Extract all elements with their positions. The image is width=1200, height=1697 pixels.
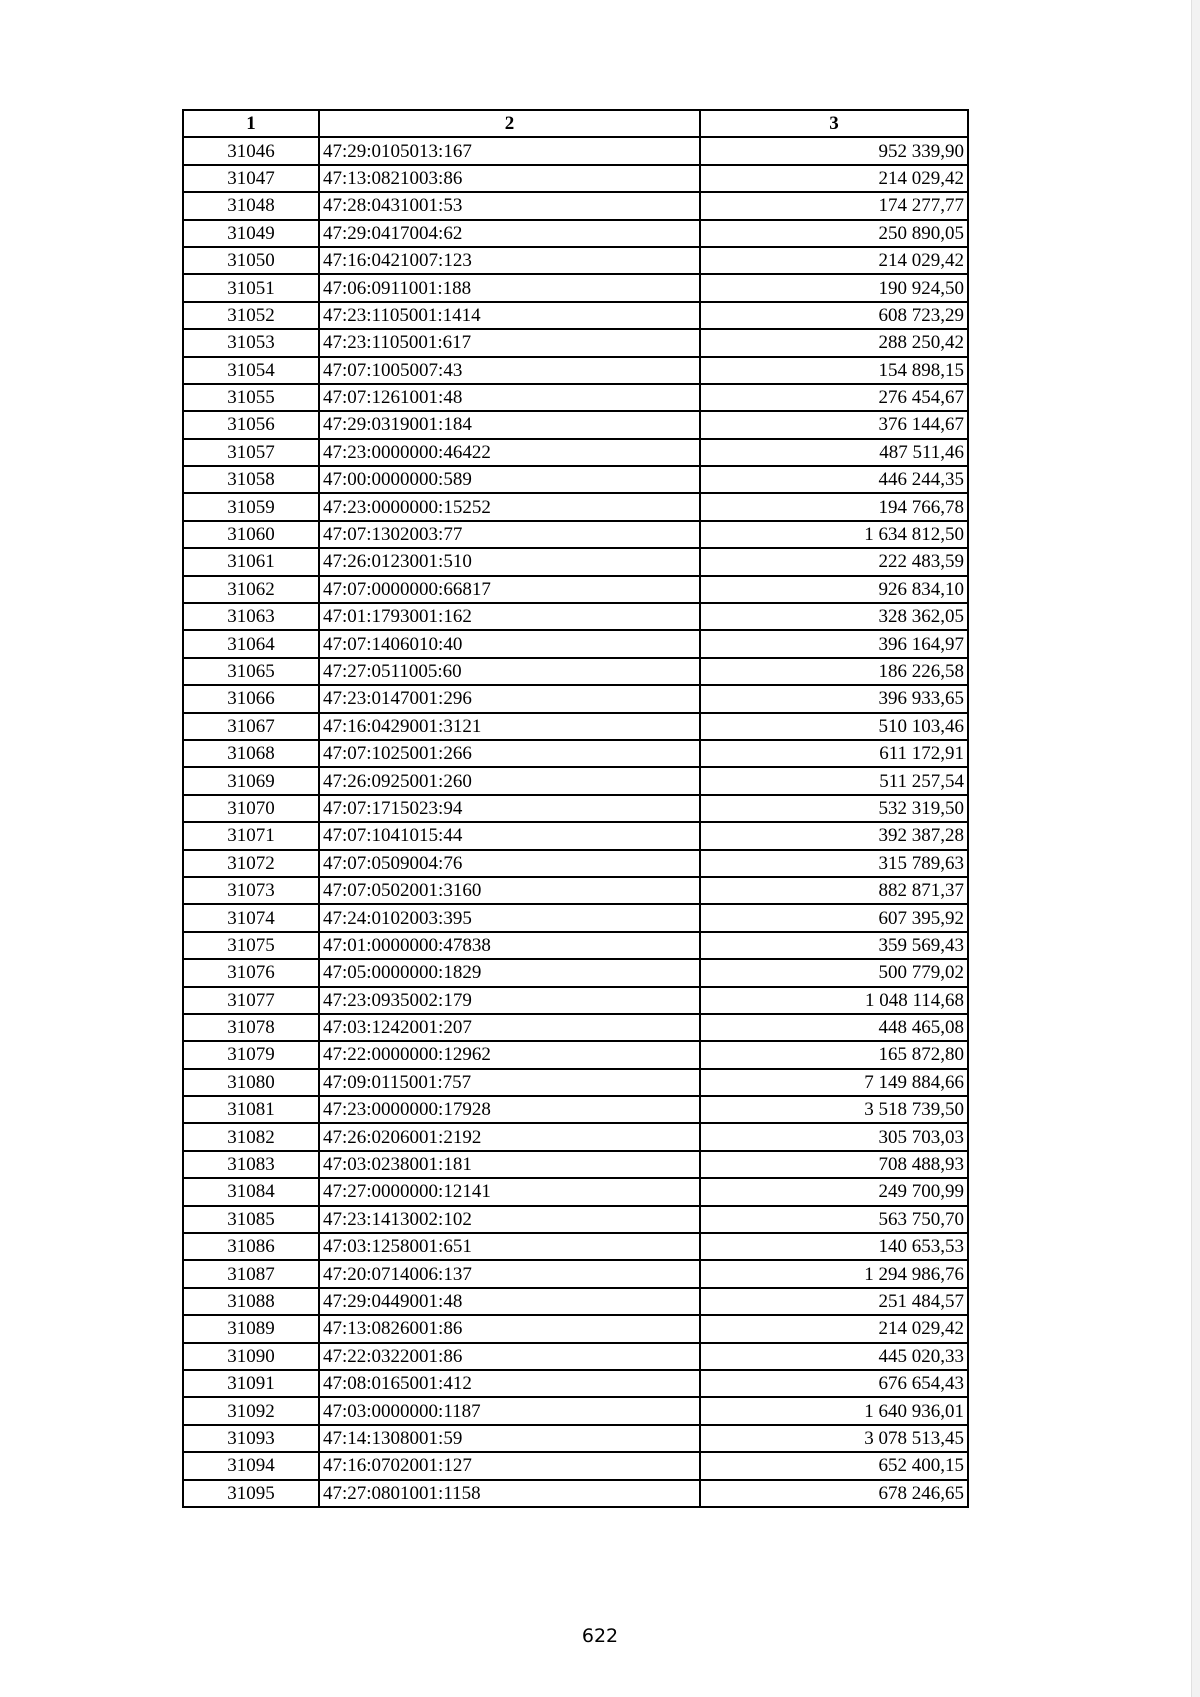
cadastral-number-cell: 47:16:0421007:123	[319, 247, 700, 274]
table-row	[183, 1206, 968, 1233]
cadastral-value-cell: 376 144,67	[700, 411, 968, 438]
cadastral-number-cell: 47:07:1005007:43	[319, 357, 700, 384]
row-number-cell: 31047	[183, 165, 319, 192]
table-row	[183, 959, 968, 986]
row-number-cell: 31081	[183, 1096, 319, 1123]
cadastral-number-cell: 47:29:0449001:48	[319, 1288, 700, 1315]
cadastral-value-cell: 3 078 513,45	[700, 1425, 968, 1452]
cadastral-value-cell: 154 898,15	[700, 357, 968, 384]
cadastral-value-cell: 396 933,65	[700, 685, 968, 712]
row-number-cell: 31075	[183, 932, 319, 959]
cadastral-number-cell: 47:29:0417004:62	[319, 220, 700, 247]
row-number-cell: 31068	[183, 740, 319, 767]
cadastral-value-cell: 315 789,63	[700, 850, 968, 877]
cadastral-number-cell: 47:13:0821003:86	[319, 165, 700, 192]
table-row	[183, 1425, 968, 1452]
cadastral-value-cell: 532 319,50	[700, 795, 968, 822]
table-row	[183, 740, 968, 767]
table-row	[183, 932, 968, 959]
row-number-cell: 31057	[183, 439, 319, 466]
cadastral-value-cell: 676 654,43	[700, 1370, 968, 1397]
cadastral-number-cell: 47:00:0000000:589	[319, 466, 700, 493]
row-number-cell: 31091	[183, 1370, 319, 1397]
cadastral-value-cell: 249 700,99	[700, 1178, 968, 1205]
cadastral-value-cell: 563 750,70	[700, 1206, 968, 1233]
table-row	[183, 521, 968, 548]
row-number-cell: 31058	[183, 466, 319, 493]
cadastral-value-cell: 952 339,90	[700, 137, 968, 164]
row-number-cell: 31086	[183, 1233, 319, 1260]
cadastral-number-cell: 47:26:0925001:260	[319, 767, 700, 794]
row-number-cell: 31085	[183, 1206, 319, 1233]
table-row	[183, 548, 968, 575]
cadastral-value-cell: 396 164,97	[700, 630, 968, 657]
cadastral-value-cell: 392 387,28	[700, 822, 968, 849]
cadastral-number-cell: 47:03:0000000:1187	[319, 1397, 700, 1424]
table-row	[183, 603, 968, 630]
table-row	[183, 274, 968, 301]
table-row	[183, 850, 968, 877]
row-number-cell: 31089	[183, 1315, 319, 1342]
row-number-cell: 31046	[183, 137, 319, 164]
cadastral-number-cell: 47:23:0000000:17928	[319, 1096, 700, 1123]
cadastral-value-cell: 186 226,58	[700, 658, 968, 685]
table-row	[183, 1397, 968, 1424]
cadastral-value-cell: 608 723,29	[700, 302, 968, 329]
cadastral-number-cell: 47:23:0000000:15252	[319, 493, 700, 520]
cadastral-number-cell: 47:24:0102003:395	[319, 904, 700, 931]
cadastral-number-cell: 47:08:0165001:412	[319, 1370, 700, 1397]
table-row	[183, 795, 968, 822]
row-number-cell: 31060	[183, 521, 319, 548]
row-number-cell: 31050	[183, 247, 319, 274]
cadastral-value-cell: 510 103,46	[700, 713, 968, 740]
cadastral-value-cell: 190 924,50	[700, 274, 968, 301]
table-row	[183, 1014, 968, 1041]
table-row	[183, 329, 968, 356]
cadastral-value-cell: 194 766,78	[700, 493, 968, 520]
cadastral-value-cell: 1 634 812,50	[700, 521, 968, 548]
cadastral-value-cell: 7 149 884,66	[700, 1069, 968, 1096]
table-row	[183, 1288, 968, 1315]
cadastral-number-cell: 47:07:0502001:3160	[319, 877, 700, 904]
cadastral-number-cell: 47:03:0238001:181	[319, 1151, 700, 1178]
cadastral-number-cell: 47:01:0000000:47838	[319, 932, 700, 959]
table-row	[183, 630, 968, 657]
cadastral-value-cell: 250 890,05	[700, 220, 968, 247]
row-number-cell: 31076	[183, 959, 319, 986]
cadastral-value-cell: 511 257,54	[700, 767, 968, 794]
table-row	[183, 411, 968, 438]
cadastral-number-cell: 47:07:1261001:48	[319, 384, 700, 411]
cadastral-value-cell: 222 483,59	[700, 548, 968, 575]
cadastral-value-cell: 448 465,08	[700, 1014, 968, 1041]
cadastral-number-cell: 47:28:0431001:53	[319, 192, 700, 219]
table-row	[183, 877, 968, 904]
cadastral-value-cell: 276 454,67	[700, 384, 968, 411]
cadastral-number-cell: 47:26:0206001:2192	[319, 1123, 700, 1150]
table-row	[183, 1151, 968, 1178]
table-row	[183, 822, 968, 849]
table-row	[183, 713, 968, 740]
cadastral-number-cell: 47:07:0509004:76	[319, 850, 700, 877]
table-row	[183, 220, 968, 247]
cadastral-value-cell: 500 779,02	[700, 959, 968, 986]
row-number-cell: 31072	[183, 850, 319, 877]
cadastral-value-cell: 174 277,77	[700, 192, 968, 219]
cadastral-number-cell: 47:03:1258001:651	[319, 1233, 700, 1260]
cadastral-number-cell: 47:23:0935002:179	[319, 987, 700, 1014]
table-row	[183, 493, 968, 520]
cadastral-number-cell: 47:07:1302003:77	[319, 521, 700, 548]
row-number-cell: 31095	[183, 1480, 319, 1507]
table-row	[183, 904, 968, 931]
cadastral-number-cell: 47:26:0123001:510	[319, 548, 700, 575]
table-row	[183, 1069, 968, 1096]
row-number-cell: 31083	[183, 1151, 319, 1178]
cadastral-value-cell: 652 400,15	[700, 1452, 968, 1479]
cadastral-value-cell: 1 640 936,01	[700, 1397, 968, 1424]
row-number-cell: 31064	[183, 630, 319, 657]
row-number-cell: 31077	[183, 987, 319, 1014]
cadastral-value-cell: 140 653,53	[700, 1233, 968, 1260]
cadastral-number-cell: 47:23:1413002:102	[319, 1206, 700, 1233]
cadastral-number-cell: 47:14:1308001:59	[319, 1425, 700, 1452]
cadastral-value-cell: 1 048 114,68	[700, 987, 968, 1014]
cadastral-value-cell: 611 172,91	[700, 740, 968, 767]
cadastral-value-cell: 165 872,80	[700, 1041, 968, 1068]
row-number-cell: 31054	[183, 357, 319, 384]
table-body	[183, 137, 968, 1507]
table-row	[183, 1123, 968, 1150]
table-row	[183, 1480, 968, 1507]
row-number-cell: 31088	[183, 1288, 319, 1315]
column-header-2: 2	[319, 110, 700, 137]
cadastral-number-cell: 47:27:0801001:1158	[319, 1480, 700, 1507]
cadastral-number-cell: 47:29:0319001:184	[319, 411, 700, 438]
row-number-cell: 31061	[183, 548, 319, 575]
table-row	[183, 1233, 968, 1260]
table-row	[183, 685, 968, 712]
cadastral-number-cell: 47:06:0911001:188	[319, 274, 700, 301]
row-number-cell: 31059	[183, 493, 319, 520]
column-header-1: 1	[183, 110, 319, 137]
row-number-cell: 31087	[183, 1260, 319, 1287]
table-row	[183, 1370, 968, 1397]
cadastral-number-cell: 47:29:0105013:167	[319, 137, 700, 164]
cadastral-value-cell: 251 484,57	[700, 1288, 968, 1315]
cadastral-number-cell: 47:01:1793001:162	[319, 603, 700, 630]
cadastral-number-cell: 47:09:0115001:757	[319, 1069, 700, 1096]
column-header-3: 3	[700, 110, 968, 137]
cadastral-value-cell: 214 029,42	[700, 165, 968, 192]
row-number-cell: 31070	[183, 795, 319, 822]
row-number-cell: 31056	[183, 411, 319, 438]
table-row	[183, 1260, 968, 1287]
cadastral-value-cell: 678 246,65	[700, 1480, 968, 1507]
page-edge	[1191, 0, 1200, 1697]
cadastral-value-cell: 214 029,42	[700, 1315, 968, 1342]
row-number-cell: 31071	[183, 822, 319, 849]
row-number-cell: 31092	[183, 1397, 319, 1424]
row-number-cell: 31053	[183, 329, 319, 356]
cadastral-number-cell: 47:27:0511005:60	[319, 658, 700, 685]
row-number-cell: 31090	[183, 1343, 319, 1370]
page-number: 622	[581, 1625, 619, 1647]
row-number-cell: 31084	[183, 1178, 319, 1205]
cadastral-number-cell: 47:13:0826001:86	[319, 1315, 700, 1342]
row-number-cell: 31067	[183, 713, 319, 740]
table-row	[183, 658, 968, 685]
table-row	[183, 1343, 968, 1370]
table-row	[183, 384, 968, 411]
cadastral-value-cell: 607 395,92	[700, 904, 968, 931]
cadastral-value-cell: 446 244,35	[700, 466, 968, 493]
cadastral-value-cell: 328 362,05	[700, 603, 968, 630]
cadastral-value-cell: 305 703,03	[700, 1123, 968, 1150]
cadastral-value-cell: 3 518 739,50	[700, 1096, 968, 1123]
cadastral-value-cell: 487 511,46	[700, 439, 968, 466]
table-row	[183, 987, 968, 1014]
table-row	[183, 576, 968, 603]
row-number-cell: 31065	[183, 658, 319, 685]
cadastral-number-cell: 47:03:1242001:207	[319, 1014, 700, 1041]
row-number-cell: 31049	[183, 220, 319, 247]
cadastral-number-cell: 47:07:1715023:94	[319, 795, 700, 822]
row-number-cell: 31066	[183, 685, 319, 712]
cadastral-number-cell: 47:07:1025001:266	[319, 740, 700, 767]
row-number-cell: 31062	[183, 576, 319, 603]
cadastral-number-cell: 47:23:0147001:296	[319, 685, 700, 712]
cadastral-number-cell: 47:05:0000000:1829	[319, 959, 700, 986]
table-row	[183, 1041, 968, 1068]
cadastral-number-cell: 47:27:0000000:12141	[319, 1178, 700, 1205]
cadastral-number-cell: 47:16:0702001:127	[319, 1452, 700, 1479]
row-number-cell: 31051	[183, 274, 319, 301]
table-row	[183, 1096, 968, 1123]
cadastral-number-cell: 47:22:0322001:86	[319, 1343, 700, 1370]
row-number-cell: 31078	[183, 1014, 319, 1041]
data-table	[182, 109, 969, 1508]
cadastral-number-cell: 47:07:1406010:40	[319, 630, 700, 657]
cadastral-number-cell: 47:07:1041015:44	[319, 822, 700, 849]
table-row	[183, 302, 968, 329]
cadastral-value-cell: 359 569,43	[700, 932, 968, 959]
row-number-cell: 31093	[183, 1425, 319, 1452]
cadastral-number-cell: 47:23:1105001:617	[319, 329, 700, 356]
cadastral-number-cell: 47:07:0000000:66817	[319, 576, 700, 603]
cadastral-number-cell: 47:16:0429001:3121	[319, 713, 700, 740]
cadastral-value-cell: 882 871,37	[700, 877, 968, 904]
table-row	[183, 1452, 968, 1479]
table-row	[183, 1315, 968, 1342]
row-number-cell: 31079	[183, 1041, 319, 1068]
cadastral-number-cell: 47:20:0714006:137	[319, 1260, 700, 1287]
table-row	[183, 192, 968, 219]
table-row	[183, 1178, 968, 1205]
table-row	[183, 767, 968, 794]
row-number-cell: 31073	[183, 877, 319, 904]
table-row	[183, 357, 968, 384]
cadastral-number-cell: 47:22:0000000:12962	[319, 1041, 700, 1068]
row-number-cell: 31069	[183, 767, 319, 794]
cadastral-value-cell: 708 488,93	[700, 1151, 968, 1178]
row-number-cell: 31048	[183, 192, 319, 219]
table-row	[183, 439, 968, 466]
row-number-cell: 31063	[183, 603, 319, 630]
cadastral-number-cell: 47:23:0000000:46422	[319, 439, 700, 466]
cadastral-value-cell: 445 020,33	[700, 1343, 968, 1370]
row-number-cell: 31094	[183, 1452, 319, 1479]
table-row	[183, 466, 968, 493]
table-row	[183, 247, 968, 274]
table-header-row	[183, 110, 968, 137]
row-number-cell: 31082	[183, 1123, 319, 1150]
cadastral-value-cell: 1 294 986,76	[700, 1260, 968, 1287]
cadastral-value-cell: 214 029,42	[700, 247, 968, 274]
row-number-cell: 31052	[183, 302, 319, 329]
cadastral-value-cell: 288 250,42	[700, 329, 968, 356]
row-number-cell: 31080	[183, 1069, 319, 1096]
cadastral-value-cell: 926 834,10	[700, 576, 968, 603]
row-number-cell: 31074	[183, 904, 319, 931]
table-row	[183, 165, 968, 192]
row-number-cell: 31055	[183, 384, 319, 411]
cadastral-number-cell: 47:23:1105001:1414	[319, 302, 700, 329]
table-row	[183, 137, 968, 164]
